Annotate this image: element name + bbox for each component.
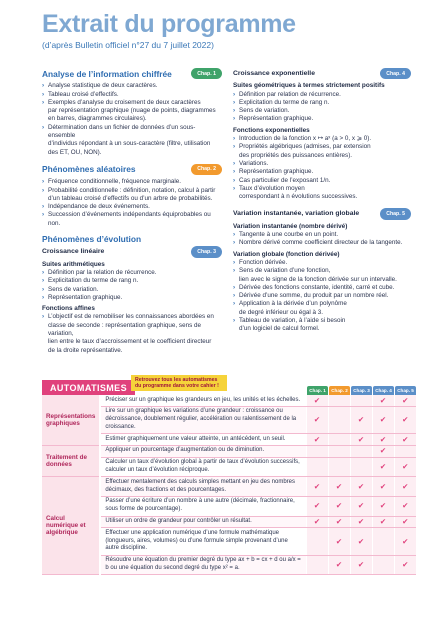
check-icon: ✔	[394, 496, 416, 516]
list-item: › Sens de variation.	[42, 286, 222, 294]
section-title: Phénomènes aléatoires	[42, 164, 136, 175]
list-item: › L’objectif est de remobiliser les connaissances abordées en classe de seconde : représentation graphique, sens de variation, lien entre le taux d’accroissement et le coefficient directeur de la droite représentative.	[42, 313, 222, 354]
subheading: Fonctions affines	[42, 305, 95, 313]
empty-cell	[372, 528, 394, 555]
section-title: Analyse de l’information chiffrée	[42, 68, 172, 79]
list-aleatoires	[42, 178, 222, 228]
chapter-badge-4: Chap. 4	[380, 68, 411, 79]
list-globale	[233, 259, 411, 334]
chapter-badge-5: Chap. 5	[380, 208, 411, 219]
empty-cell	[306, 457, 328, 477]
check-icon: ✔	[350, 496, 372, 516]
list-item: › Propriétés algébriques (admises, par extension des propriétés des puissances entières).	[233, 143, 411, 160]
subheading: Suites géométriques à termes strictement positifs	[233, 82, 385, 90]
list-item: › Sens de variation d’une fonction, lien avec le signe de la fonction dérivée sur un intervalle.	[233, 267, 411, 284]
section-exponentielle	[233, 68, 411, 79]
subheading: Variation globale (fonction dérivée)	[233, 250, 340, 258]
description-cell: Effectuer mentalement des calculs simples mettant en jeu des nombres décimaux, des fractions et des pourcentages.	[100, 477, 306, 497]
check-icon: ✔	[372, 445, 394, 457]
subsection-croissance-lineaire	[42, 246, 222, 257]
check-icon: ✔	[306, 395, 328, 406]
empty-cell	[328, 457, 350, 477]
automatismes-section	[42, 375, 416, 575]
chapter-badge-2: Chap. 2	[191, 164, 222, 175]
empty-cell	[328, 445, 350, 457]
list-item: › Tangente à une courbe en un point.	[233, 231, 411, 239]
list-analyse	[42, 82, 222, 157]
list-item: › Définition par relation de récurrence.	[233, 91, 411, 99]
list-geometriques	[233, 91, 411, 124]
list-item: › Analyse statistique de deux caractères.	[42, 82, 222, 90]
list-item: › Représentation graphique.	[233, 115, 411, 123]
chapter-column-2: Chap. 2	[329, 386, 350, 395]
list-item: › Dérivée des fonctions constante, identité, carré et cube.	[233, 284, 411, 292]
empty-cell	[306, 528, 328, 555]
category-cell: Traitement de données	[42, 445, 100, 476]
empty-cell	[328, 406, 350, 433]
check-icon: ✔	[394, 457, 416, 477]
empty-cell	[328, 395, 350, 406]
page-title: Extrait du programme	[42, 10, 296, 38]
list-item: › Définition par la relation de récurrence.	[42, 269, 222, 277]
empty-cell	[350, 457, 372, 477]
chapter-column-3: Chap. 3	[351, 386, 372, 395]
empty-cell	[350, 395, 372, 406]
check-icon: ✔	[372, 395, 394, 406]
subheading: Variation instantanée (nombre dérivé)	[233, 222, 348, 230]
empty-cell	[328, 434, 350, 446]
subsection-title: Croissance linéaire	[42, 247, 105, 255]
chapter-badge-3: Chap. 3	[191, 246, 222, 257]
check-icon: ✔	[306, 406, 328, 433]
check-icon: ✔	[394, 395, 416, 406]
list-item: › Succession d’événements indépendants équiprobables ou non.	[42, 211, 222, 228]
check-icon: ✔	[394, 434, 416, 446]
list-item: › Explicitation du terme de rang n.	[233, 99, 411, 107]
category-cell: Calcul numérique et algébrique	[42, 477, 100, 575]
section-analyse	[42, 68, 222, 79]
automatismes-header	[42, 375, 416, 395]
check-icon: ✔	[306, 434, 328, 446]
empty-cell	[306, 555, 328, 575]
chapter-column-4: Chap. 4	[373, 386, 394, 395]
empty-cell	[350, 445, 372, 457]
automatismes-note: Retrouvez tous les automatismes du programme dans votre cahier !	[131, 375, 227, 391]
check-icon: ✔	[372, 434, 394, 446]
chapter-column-5: Chap. 5	[395, 386, 416, 395]
chapter-columns	[307, 386, 416, 395]
check-icon: ✔	[328, 496, 350, 516]
description-cell: Passer d’une écriture d’un nombre à une autre (décimale, fractionnaire, sous forme de pourcentage).	[100, 496, 306, 516]
section-aleatoires	[42, 164, 222, 175]
description-cell: Lire sur un graphique les variations d’une grandeur : croissance ou décroissance, doublement régulier, accélération ou ralentissement de la croissance.	[100, 406, 306, 433]
list-item: › Exemples d’analyse du croisement de deux caractères par représentation graphique (nuage de points, diagrammes en barres, diagrammes circulaires).	[42, 99, 222, 124]
check-icon: ✔	[372, 516, 394, 528]
table-row	[42, 445, 416, 457]
list-affines	[42, 313, 222, 354]
check-icon: ✔	[372, 457, 394, 477]
list-item: › Fonction dérivée.	[233, 259, 411, 267]
description-cell: Effectuer une application numérique d’une formule mathématique (longueurs, aires, volumes) ou d’une formule simple provenant d’une autre discipline.	[100, 528, 306, 555]
list-item: › Détermination dans un fichier de données d’un sous-ensemble d’individus répondant à un sous-caractère (filtre, utilisation des ET, OU, NON).	[42, 124, 222, 157]
list-item: › Explicitation du terme de rang n.	[42, 277, 222, 285]
check-icon: ✔	[306, 516, 328, 528]
list-item: › Taux d’évolution moyen correspondant à n évolutions successives.	[233, 185, 411, 202]
list-item: › Fréquence conditionnelle, fréquence marginale.	[42, 178, 222, 186]
list-item: › Introduction de la fonction x ↦ aˣ (a > 0, x ⩾ 0).	[233, 135, 411, 143]
description-cell: Calculer un taux d’évolution global à partir de taux d’évolution successifs, calculer un taux d’évolution réciproque.	[100, 457, 306, 477]
check-icon: ✔	[372, 406, 394, 433]
description-cell: Appliquer un pourcentage d’augmentation ou de diminution.	[100, 445, 306, 457]
table-row	[42, 395, 416, 406]
description-cell: Utiliser un ordre de grandeur pour contrôler un résultat.	[100, 516, 306, 528]
check-icon: ✔	[372, 496, 394, 516]
automatismes-table	[42, 395, 416, 575]
list-item: › Nombre dérivé comme coefficient directeur de la tangente.	[233, 239, 411, 247]
check-icon: ✔	[372, 477, 394, 497]
chapter-column-1: Chap. 1	[307, 386, 328, 395]
section-evolution	[42, 235, 222, 243]
left-column	[42, 68, 222, 355]
check-icon: ✔	[328, 528, 350, 555]
list-item: › Tableau de variation, à l’aide si besoin d’un logiciel de calcul formel.	[233, 317, 411, 334]
check-icon: ✔	[394, 555, 416, 575]
list-item: › Probabilité conditionnelle : définition, notation, calcul à partir d’un tableau croisé d’effectifs ou d’un arbre de probabilités.	[42, 187, 222, 204]
subheading: Suites arithmétiques	[42, 260, 105, 268]
category-cell: Représentations graphiques	[42, 395, 100, 445]
check-icon: ✔	[350, 528, 372, 555]
check-icon: ✔	[328, 516, 350, 528]
description-cell: Résoudre une équation du premier degré du type ax + b = cx + d ou a/x = b ou une équation du second degré du type x² = a.	[100, 555, 306, 575]
empty-cell	[394, 445, 416, 457]
page-subtitle: (d’après Bulletin officiel n°27 du 7 juillet 2022)	[42, 40, 214, 50]
list-item: › Cas particulier de l’exposant 1/n.	[233, 177, 411, 185]
empty-cell	[306, 445, 328, 457]
check-icon: ✔	[350, 516, 372, 528]
description-cell: Préciser sur un graphique les grandeurs en jeu, les unités et les échelles.	[100, 395, 306, 406]
list-item: › Indépendance de deux événements.	[42, 203, 222, 211]
list-item: › Variations.	[233, 160, 411, 168]
empty-cell	[372, 555, 394, 575]
right-column	[233, 68, 411, 334]
list-item: › Sens de variation.	[233, 107, 411, 115]
section-title: Croissance exponentielle	[233, 69, 315, 77]
check-icon: ✔	[394, 477, 416, 497]
section-variation	[233, 208, 411, 219]
check-icon: ✔	[394, 528, 416, 555]
check-icon: ✔	[328, 555, 350, 575]
check-icon: ✔	[306, 477, 328, 497]
check-icon: ✔	[350, 555, 372, 575]
check-icon: ✔	[306, 496, 328, 516]
section-title: Phénomènes d’évolution	[42, 234, 142, 245]
check-icon: ✔	[328, 477, 350, 497]
list-item: › Application à la dérivée d’un polynôme de degré inférieur ou égal à 3.	[233, 300, 411, 317]
automatismes-title: AUTOMATISMES	[42, 380, 135, 395]
list-item: › Dérivée d’une somme, du produit par un nombre réel.	[233, 292, 411, 300]
list-exponentielles	[233, 135, 411, 201]
list-item: › Tableau croisé d’effectifs.	[42, 91, 222, 99]
chapter-badge-1: Chap. 1	[191, 68, 222, 79]
table-row	[42, 477, 416, 497]
check-icon: ✔	[394, 516, 416, 528]
list-instantanee	[233, 231, 411, 248]
check-icon: ✔	[350, 477, 372, 497]
section-title: Variation instantanée, variation globale	[233, 209, 360, 217]
subheading: Fonctions exponentielles	[233, 126, 310, 134]
list-suites	[42, 269, 222, 302]
list-item: › Représentation graphique.	[42, 294, 222, 302]
description-cell: Estimer graphiquement une valeur atteinte, un antécédent, un seuil.	[100, 434, 306, 446]
check-icon: ✔	[350, 406, 372, 433]
check-icon: ✔	[394, 406, 416, 433]
check-icon: ✔	[350, 434, 372, 446]
list-item: › Représentation graphique.	[233, 168, 411, 176]
